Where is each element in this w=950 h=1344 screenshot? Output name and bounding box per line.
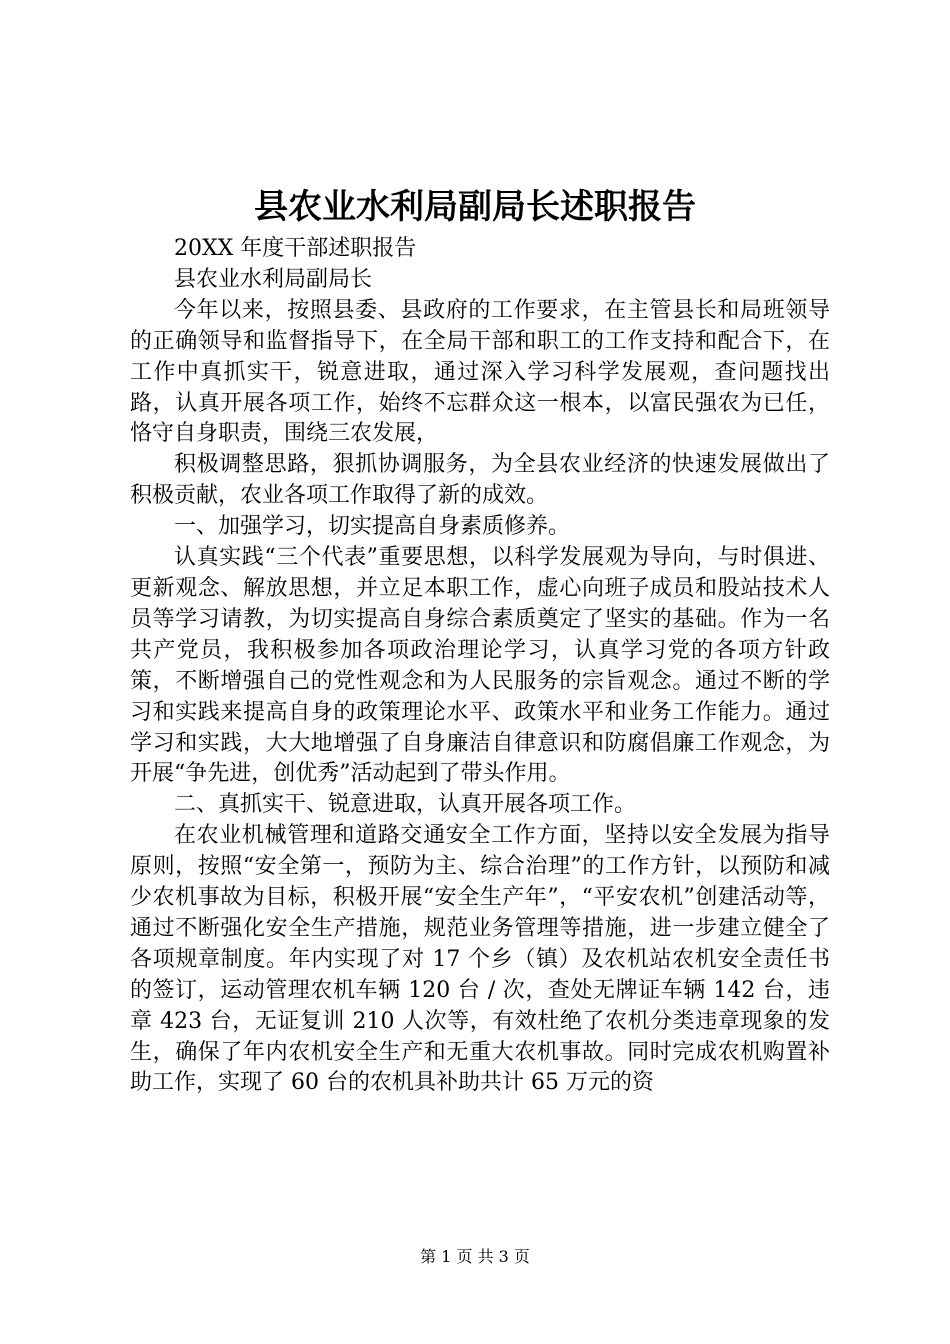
paragraph: 认真实践“三个代表”重要思想，以科学发展观为导向，与时俱进、更新观念、解放思想，并立足本职工作，虚心向班子成员和股站技术人员等学习请教，为切实提高自身综合素质奠定了坚实的基础。作为一名共产党员，我积极参加各项政治理论学习，认真学习党的各项方针政策，不断增强自己的党性观念和为人民服务的宗旨观念。通过不断的学习和实践来提高自身的政策理论水平、政策水平和业务工作能力。通过学习和实践，大大地增强了自身廉洁自律意识和防腐倡廉工作观念，为开展“争先进，创优秀”活动起到了带头作用。 bbox=[130, 545, 830, 787]
page-number-footer: 第 1 页 共 3 页 bbox=[420, 1247, 530, 1266]
paragraph: 今年以来，按照县委、县政府的工作要求，在主管县长和局班领导的正确领导和监督指导下，在全局干部和职工的工作支持和配合下，在工作中真抓实干，锐意进取，通过深入学习科学发展观，查问题找出路，认真开展各项工作，始终不忘群众这一根本，以富民强农为已任，恪守自身职责，围绕三农发展， bbox=[130, 297, 830, 447]
paragraph: 县农业水利局副局长 bbox=[174, 266, 373, 292]
document-body bbox=[130, 234, 830, 1099]
section-heading: 一、加强学习，切实提高自身素质修养。 bbox=[174, 514, 571, 540]
paragraph: 积极调整思路，狠抓协调服务，为全县农业经济的快速发展做出了积极贡献，农业各项工作取得了新的成效。 bbox=[130, 452, 830, 509]
paragraph: 在农业机械管理和道路交通安全工作方面，坚持以安全发展为指导原则，按照“安全第一，预防为主、综合治理”的工作方针，以预防和减少农机事故为目标，积极开展“安全生产年”，“平安农机”创建活动等，通过不断强化安全生产措施，规范业务管理等措施，进一步建立健全了各项规章制度。年内实现了对 17 个乡（镇）及农机站农机安全责任书的签订，运动管理农机车辆 120 台 / 次，查处无牌证车辆 142 台，违章 423 台，无证复训 210 人次等，有效杜绝了农机分类违章现象的发生，确保了年内农机安全生产和无重大农机事故。同时完成农机购置补助工作，实现了 60 台的农机具补助共计 65 万元的资 bbox=[130, 823, 830, 1096]
section-heading: 二、真抓实干、锐意进取，认真开展各项工作。 bbox=[174, 792, 637, 818]
paragraph: 20XX 年度干部述职报告 bbox=[174, 236, 417, 261]
document-title: 县农业水利局副局长述职报告 bbox=[254, 187, 696, 227]
